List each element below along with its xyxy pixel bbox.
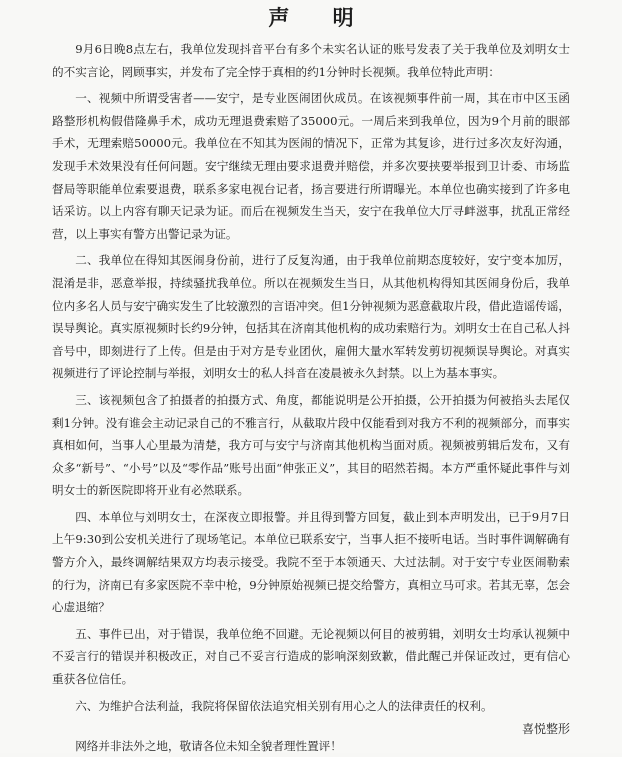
section-5-paragraph: 五、事件已出，对于错误，我单位绝不回避。无论视频以何目的被剪辑，刘明女士均承认视频中不妥言行的错误并积极改正，对自己不妥言行造成的影响深刻致歉，借此醒己并保证改过，更有信心重获各位信任。 — [52, 626, 570, 687]
section-3-paragraph: 三、该视频包含了拍摄者的拍摄方式、角度，都能说明是公开拍摄，公开拍摄为何被掐头去尾仅剩1分钟。没有谁会主动记录自己的不雅言行，从截取片段中仅能看到对我方不利的视频部分，而事实真相如何，当事人心里最为清楚，我方可与安宁与济南其他机构当面对质。视频被剪辑后发布，又有众多“新号”、“小号”以及“零作品”账号出面“伸张正义”，其目的昭然若揭。本方严重怀疑此事件与刘明女士的新医院即将开业有必然联系。 — [52, 392, 570, 498]
intro-paragraph: 9月6日晚8点左右，我单位发现抖音平台有多个未实名认证的账号发表了关于我单位及刘明女士的不实言论，罔顾事实，并发布了完全悖于真相的约1分钟时长视频。我单位特此声明： — [52, 42, 570, 79]
section-6-paragraph: 六、为维护合法利益，我院将保留依法追究相关别有用心之人的法律责任的权利。 — [75, 698, 493, 713]
document-title: 声 明 — [268, 5, 372, 30]
organization-signature: 喜悦整形 — [521, 722, 570, 736]
section-4-paragraph: 四、本单位与刘明女士，在深夜立即报警。并且得到警方回复，截止到本声明发出，已于9月7日上午9:30到公安机关进行了现场笔记。本单位已联系安宁，当事人拒不接听电话。当时事件调解确有警方介入，最终调解结果双方均表示接受。我院不至于本领通天、大过法制。对于安宁专业医闹勒索的行为，济南已有多家医院不幸中枪，9分钟原始视频已提交给警方，真相立马可求。若其无辜，怎会心虚退缩？ — [52, 509, 570, 615]
section-2-paragraph: 二、我单位在得知其医闹身份前，进行了反复沟通，由于我单位前期态度较好，安宁变本加厉，混淆是非，恶意举报，持续骚扰我单位。所以在视频发生当日，从其他机构得知其医闹身份后，我单位内多名人员与安宁确实发生了比较激烈的言语冲突。但1分钟视频为恶意截取片段，借此造谣传谣，误导舆论。真实原视频时长约9分钟，包括其在济南其他机构的成功索赔行为。刘明女士在自己私人抖音号中，即刻进行了上传。但是由于对方是专业团伙，雇佣大量水军转发剪切视频误导舆论。对真实视频进行了评论控制与举报，刘明女士的私人抖音在凌晨被永久封禁。以上为基本事实。 — [52, 253, 570, 381]
section-1-paragraph: 一、视频中所谓受害者——安宁，是专业医闹团伙成员。在该视频事件前一周，其在市中区玉函路整形机构假借隆鼻手术，成功无理退费索赔了35000元。一周后来到我单位，因为9个月前的眼部手术，无理索赔50000元。我单位在不知其为医闹的情况下，正常为其复诊，进行过多次友好沟通，发现手术效果没有任何问题。安宁继续无理由要求退费并赔偿，并多次要挟要举报到卫计委、市场监督局等职能单位索要退费，联系多家电视台记者，扬言要进行所谓曝光。本单位也确实接到了许多电话采访。以上内容有聊天记录为证。而后在视频发生当天，安宁在我单位大厅寻衅滋事，扰乱正常经营，以上事实有警方出警记录为证。 — [52, 91, 570, 241]
closing-statement: 网络并非法外之地，敬请各位未知全貌者理性置评！ — [75, 739, 342, 754]
